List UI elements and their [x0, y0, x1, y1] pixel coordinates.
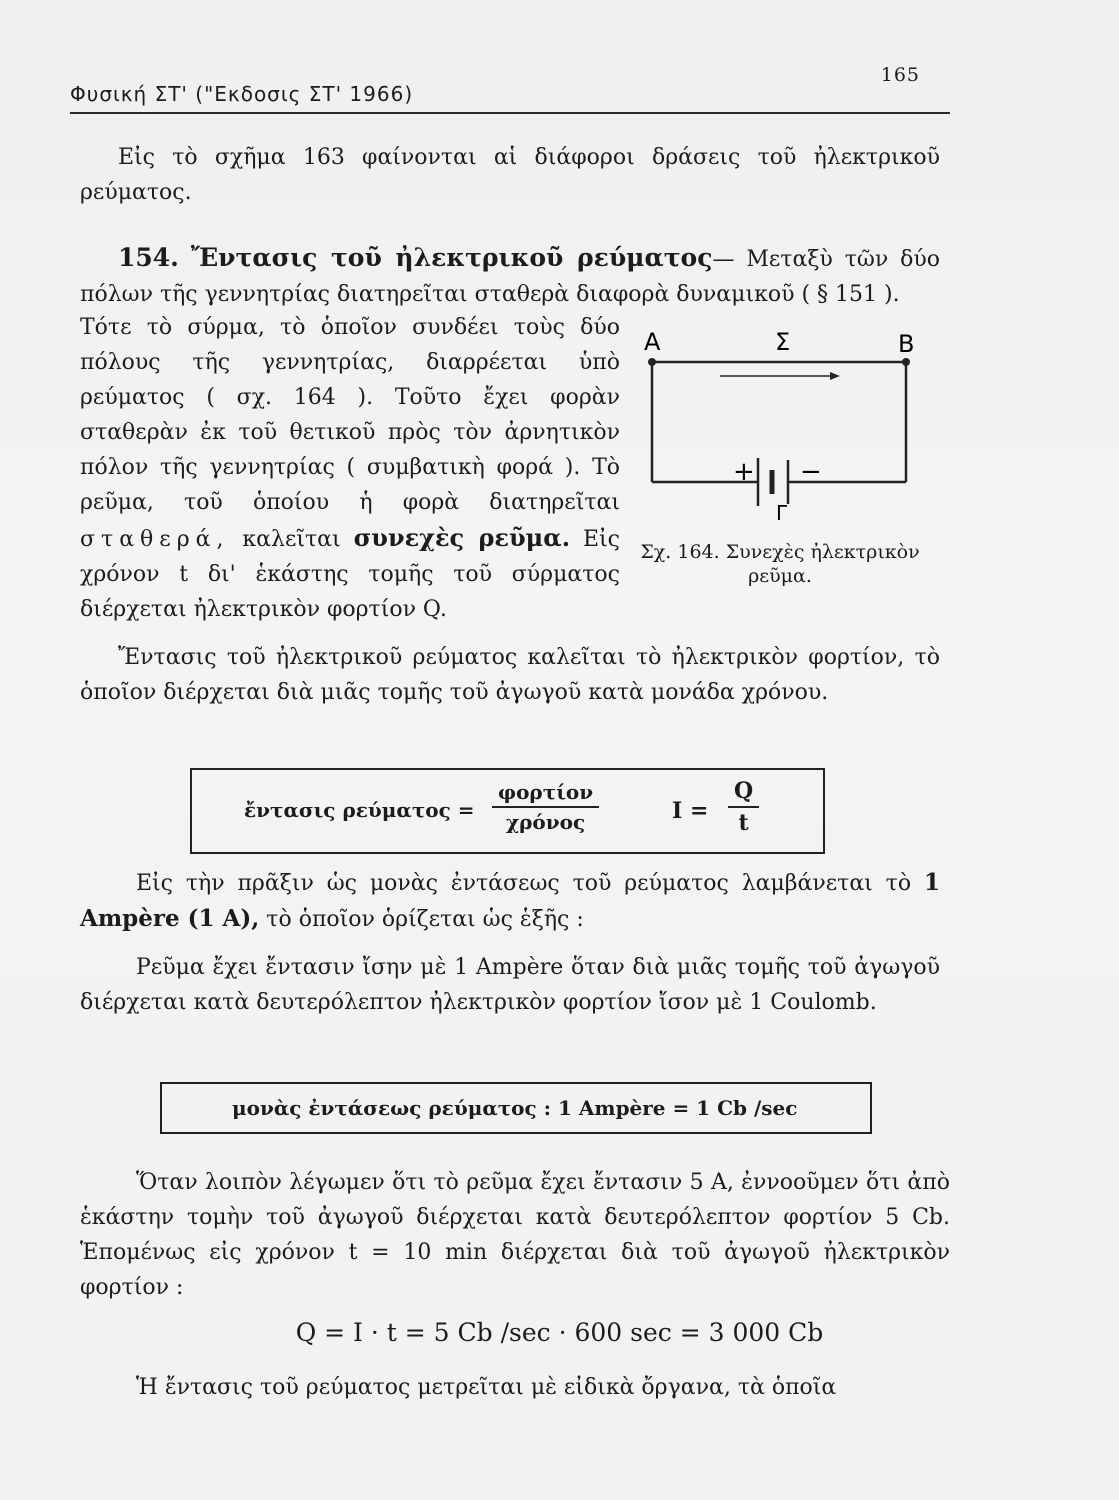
formula-box-unit [160, 1082, 872, 1134]
formula-box-intensity [190, 768, 825, 854]
measurement-paragraph: Ἡ ἔντασις τοῦ ρεύματος μετρεῖται μὲ εἰδικὰ ὄργανα, τὰ ὁποῖα [136, 1375, 837, 1400]
figure-caption: Σχ. 164. Συνεχὲς ἠλεκτρικὸν ρεῦμα. [640, 541, 920, 587]
definition-paragraph: Ἔντασις τοῦ ἠλεκτρικοῦ ρεύματος καλεῖται τὸ ἠλεκτρικὸν φορτίον, τὸ ὁποῖον διέρχεται διὰ μιᾶς τομῆς τοῦ ἀγωγοῦ κατὰ μονάδα χρόνου. [80, 645, 940, 705]
formula-fraction-symbols [728, 778, 759, 836]
formula-lhs: ἔντασις ρεύματος = [244, 798, 475, 822]
formula-symbol-numerator: Q [728, 778, 759, 808]
running-head-title: Φυσική ΣΤ' ("Εκδοσις ΣΤ' 1966) [70, 82, 414, 106]
section-intro-text: — Μεταξὺ τῶν δύο πόλων τῆς γεννητρίας διατηρεῖται σταθερὰ διαφορὰ δυναμικοῦ ( § 151 ). [80, 247, 941, 307]
current-arrow-head [830, 372, 840, 380]
label-sigma: Σ [775, 328, 791, 356]
formula-symbol-denominator: t [738, 810, 749, 836]
formula-symbol-lhs: I = [672, 798, 709, 824]
label-gamma: Γ [776, 501, 788, 525]
charge-equation: Q = I · t = 5 Cb /sec · 600 sec = 3 000 Cb [295, 1318, 824, 1347]
section-title: Ἔντασις τοῦ ἠλεκτρικοῦ ρεύματος [190, 243, 713, 272]
section-number: 154. [118, 243, 179, 272]
label-b: Β [898, 330, 915, 358]
example-paragraph: Ὅταν λοιπὸν λέγωμεν ὅτι τὸ ρεῦμα ἔχει ἔντασιν 5 Α, ἐννοοῦμεν ὅτι ἀπὸ ἑκάστην τομὴν τοῦ ἀγωγοῦ διέρχεται κατὰ δευτερόλεπτον φορτίον 5 Cb. Ἑπομένως εἰς χρόνον t = 10 min διέρχεται διὰ τοῦ ἀγωγοῦ ἠλεκτρικὸν φορτίον : [80, 1170, 950, 1300]
node-a-dot [648, 358, 656, 366]
wrap-text-2: καλεῖται [242, 527, 341, 552]
header-rule [70, 112, 950, 114]
label-a: Α [644, 328, 661, 356]
formula-denominator: χρόνος [505, 810, 586, 834]
running-head [70, 64, 950, 114]
unit-text-2: τὸ ὁποῖον ὁρίζεται ὡς ἑξῆς : [266, 907, 584, 932]
node-b-dot [902, 358, 910, 366]
unit-formula: μονὰς ἐντάσεως ρεύματος : 1 Ampère = 1 Cb /sec [232, 1096, 798, 1120]
formula-numerator: φορτίον [492, 780, 599, 808]
unit-text-1: Εἰς τὴν πρᾶξιν ὡς μονὰς ἐντάσεως τοῦ ρεύματος λαμβάνεται τὸ [136, 871, 912, 896]
ampere-definition-paragraph: Ρεῦμα ἔχει ἔντασιν ἴσην μὲ 1 Ampère ὅταν διὰ μιᾶς τομῆς τοῦ ἀγωγοῦ διέρχεται κατὰ δευτερόλεπτον ἠλεκτρικὸν φορτίον ἴσον μὲ 1 Coulomb. [80, 955, 940, 1015]
wrap-text-3: Εἰς χρόνον t δι' ἑκάστης τομῆς τοῦ σύρματος διέρχεται ἠλεκτρικὸν φορτίον Q. [80, 527, 621, 622]
wrap-text-1: Τότε τὸ σύρμα, τὸ ὁποῖον συνδέει τοὺς δύο πόλους τῆς γεννητρίας, διαρρέεται ὑπὸ ρεύματος ( σχ. 164 ). Τοῦτο ἔχει φορὰν σταθερὰν ἐκ τοῦ θετικοῦ πρὸς τὸν ἀρνητικὸν πόλον τῆς γεννητρίας ( συμβατικὴ φορά ). Τὸ ρεῦμα, τοῦ ὁποίου ἡ φορὰ διατηρεῖται [80, 315, 620, 515]
formula-fraction-words [492, 780, 599, 834]
label-minus: − [800, 457, 822, 487]
section-154-heading-paragraph [80, 240, 940, 312]
unit-paragraph [80, 865, 940, 937]
page-number: 165 [880, 64, 920, 86]
wrapped-paragraph [80, 310, 620, 627]
ampere-unit: 1 Ampère (1 A), [80, 869, 940, 932]
term-continuous-current: συνεχὲς ρεῦμα. [353, 523, 571, 552]
intro-paragraph: Εἰς τὸ σχῆμα 163 φαίνονται αἱ διάφοροι δράσεις τοῦ ἠλεκτρικοῦ ρεύματος. [80, 145, 940, 205]
spaced-word: σταθερά, [80, 527, 230, 552]
label-plus: + [733, 457, 755, 487]
